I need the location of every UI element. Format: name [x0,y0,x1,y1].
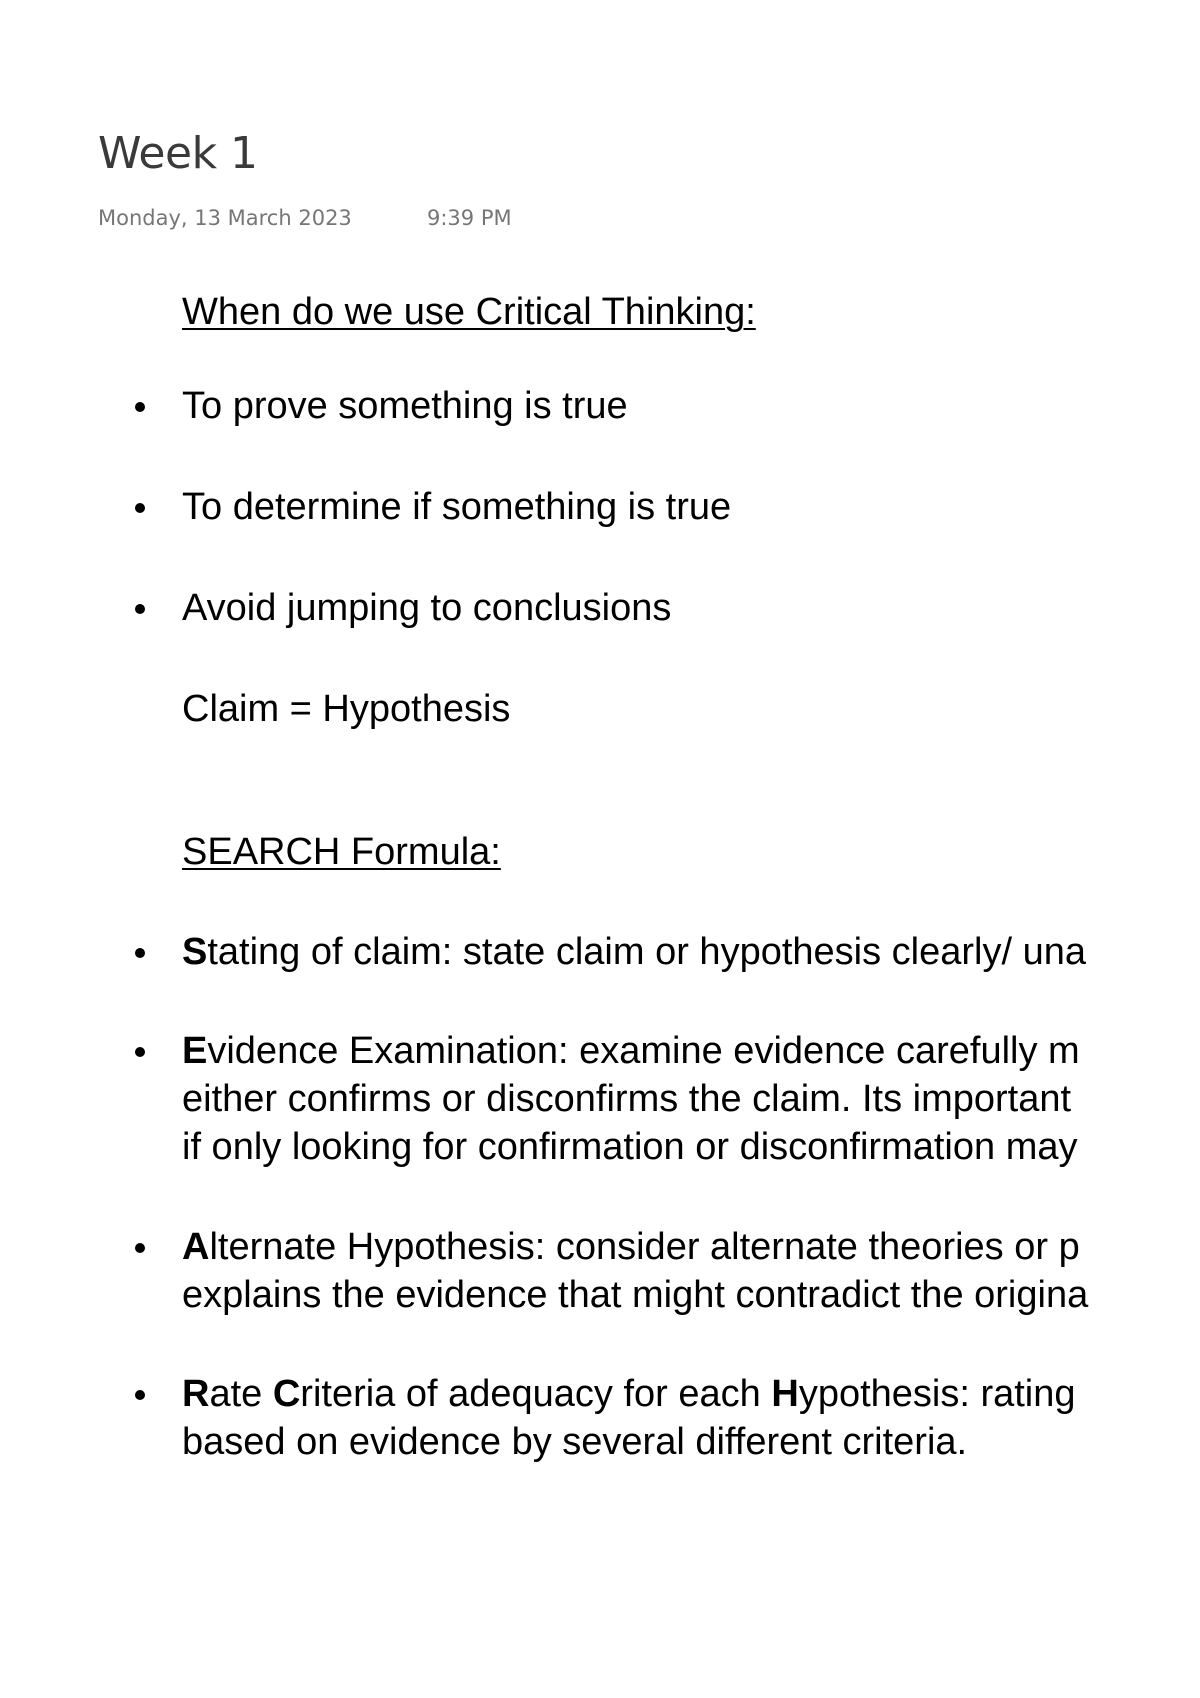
search-list-item [182,928,1086,976]
text-run: ypothesis: rating [798,1373,1076,1415]
bullet-dot-icon [135,948,145,958]
bullet-dot-icon [135,503,145,513]
search-item-line [182,1223,1088,1271]
list-item-text: To prove something is true [182,385,628,427]
section-heading-critical-thinking: When do we use Critical Thinking: [182,291,756,333]
text-run: vidence Examination: examine evidence carefully m [207,1030,1080,1072]
search-item-line [182,1370,1076,1418]
text-run: riteria of adequacy for each [300,1373,772,1415]
search-item-line [182,928,1086,976]
note-timestamp [98,206,512,230]
search-list-item [182,1223,1088,1319]
bold-initial: R [182,1373,210,1415]
text-run: either confirms or disconfirms the claim. Its important [182,1078,1072,1120]
text-run: lternate Hypothesis: consider alternate theories or p [209,1226,1080,1268]
bold-initial: E [182,1030,208,1072]
bold-initial: H [771,1373,799,1415]
bold-initial: S [182,931,208,973]
search-list-item [182,1027,1080,1171]
list-item [182,584,671,632]
search-item-line [182,1075,1080,1123]
bullet-dot-icon [135,1390,145,1400]
bullet-dot-icon [135,1047,145,1057]
search-item-line [182,1271,1088,1319]
bullet-dot-icon [135,1243,145,1253]
section-heading-search-formula: SEARCH Formula: [182,831,501,873]
text-run: ate [209,1373,273,1415]
text-run: if only looking for confirmation or disconfirmation may [182,1126,1078,1168]
list-item [182,483,731,531]
note-date: Monday, 13 March 2023 [98,206,352,230]
text-run: explains the evidence that might contradict the origina [182,1274,1089,1316]
search-item-line [182,1027,1080,1075]
claim-hypothesis-line: Claim = Hypothesis [182,688,511,730]
search-item-line [182,1123,1080,1171]
list-item-text: Avoid jumping to conclusions [182,587,672,629]
list-item [182,382,628,430]
note-time: 9:39 PM [427,206,512,230]
search-list-item [182,1370,1076,1466]
page-title: Week 1 [98,128,258,179]
bullet-dot-icon [135,604,145,614]
list-item-text: To determine if something is true [182,486,732,528]
bold-initial: A [182,1226,210,1268]
bullet-dot-icon [135,402,145,412]
bold-initial: C [272,1373,301,1415]
search-item-line [182,1418,1076,1466]
text-run: tating of claim: state claim or hypothesis clearly/ una [207,931,1086,973]
text-run: based on evidence by several different criteria. [182,1421,968,1463]
